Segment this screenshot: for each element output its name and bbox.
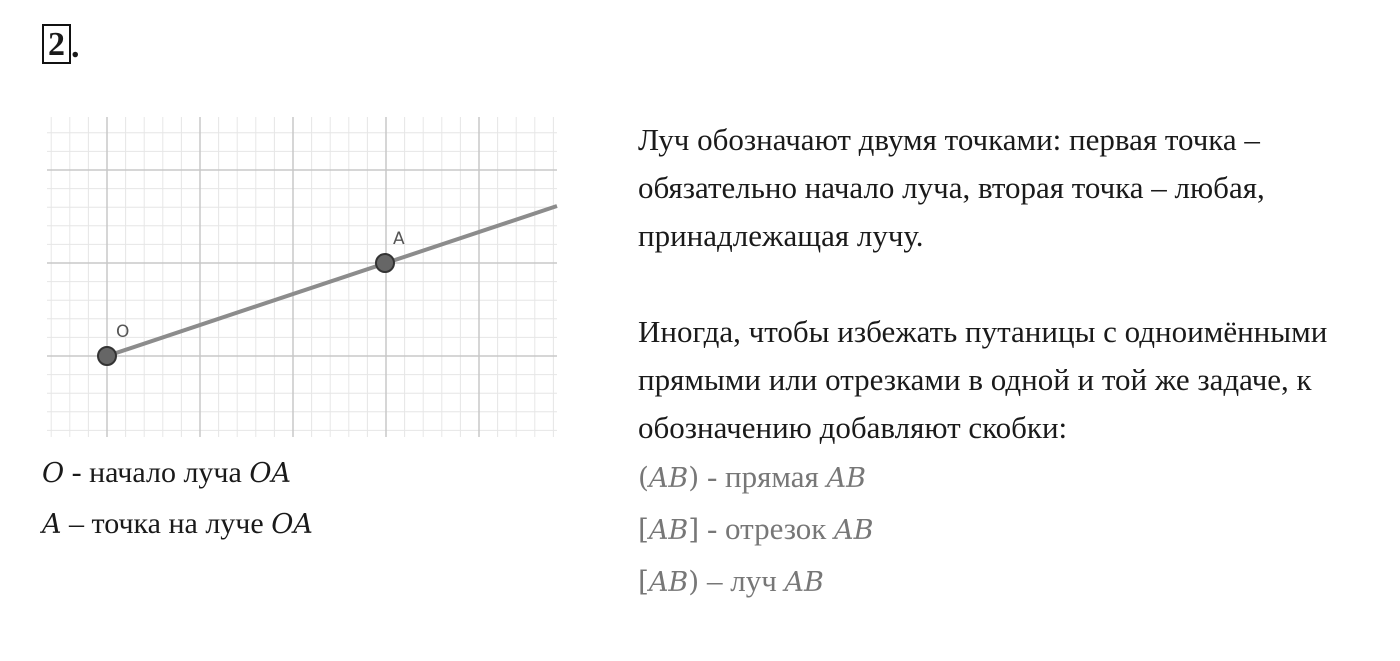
notation-sep: – [699,563,731,598]
notation-close: ) [688,565,700,598]
explanation-paragraph-1: Луч обозначают двумя точками: первая точка – обязательно начало луча, вторая точка – любая, принадлежащая лучу. [638,122,1265,253]
notation-line [638,452,1358,504]
notation-desc: прямая [725,459,827,494]
ray-diagram [42,112,562,442]
caption-ray-oa-2: OA [271,509,313,540]
caption [42,448,313,550]
task-number [42,24,80,64]
point-o-label: O [116,322,130,342]
grid-minor [47,117,557,437]
notation-open: ( [638,461,649,494]
notation-line [638,556,1358,608]
ray-oa [107,206,557,356]
caption-ray-oa-1: OA [249,458,291,489]
notation-name: AB [648,515,689,546]
notation-ref: AB [784,567,824,598]
task-number-dot: . [71,28,80,65]
caption-line-point [42,499,313,550]
notation-close: ] [688,513,700,546]
notation-name: AB [648,567,689,598]
caption-var-a: A [42,509,62,540]
notation-list [638,452,1358,608]
notation-line [638,504,1358,556]
notation-ref: AB [834,515,874,546]
caption-text-origin: - начало луча [64,456,250,489]
grid-major [47,117,557,437]
notation-name: AB [648,463,689,494]
caption-var-o: O [42,458,65,489]
notation-ref: AB [826,463,866,494]
caption-line-origin [42,448,313,499]
caption-text-point: – точка на луче [61,507,272,540]
notation-desc: отрезок [725,511,835,546]
point-a-label: A [393,229,405,249]
notation-sep: - [699,459,726,494]
notation-open: [ [638,513,649,546]
notation-sep: - [699,511,726,546]
notation-desc: луч [730,563,785,598]
point-o [98,347,116,365]
explanation-paragraph-2: Иногда, чтобы избежать путаницы с одноимёнными прямыми или отрезками в одной и той же задаче, к обозначению добавляют скобки: [638,314,1328,445]
notation-close: ) [688,461,700,494]
notation-open: [ [638,565,649,598]
point-a [376,254,394,272]
task-number-box: 2 [42,24,71,64]
explanation [638,116,1358,608]
